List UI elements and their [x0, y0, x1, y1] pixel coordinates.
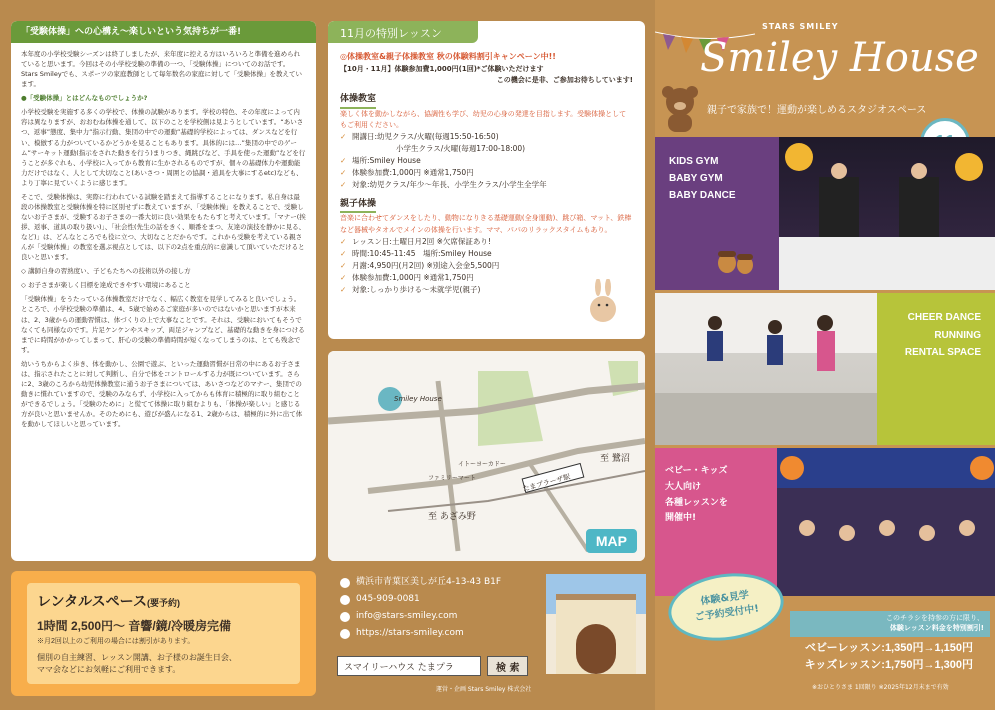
- cheer-services: CHEER DANCE RUNNING RENTAL SPACE: [877, 293, 995, 445]
- location-icon: [340, 578, 350, 588]
- team-photo: [777, 448, 995, 596]
- lesson-panel: [328, 21, 645, 339]
- map-label-familymart: ファミリーマート: [428, 475, 476, 482]
- oyako-item: ✓ 体験参加費:1,000円 ※通常1,750円: [340, 272, 633, 284]
- rental-title: レンタルスペース(要予約): [37, 593, 180, 609]
- address-row: 横浜市青葉区美しが丘4-13-43 B1F: [340, 574, 540, 591]
- acorn-icon: [715, 245, 755, 275]
- bear-icon: [660, 84, 700, 134]
- gym-item: ✓ 開講日:幼児クラス/火曜(毎週15:50-16:50): [340, 131, 633, 143]
- phone-row[interactable]: 045-909-0081: [340, 591, 540, 608]
- lesson-tab: 11月の特別レッスン: [328, 21, 478, 43]
- search-input[interactable]: スマイリーハウス たまプラ: [337, 656, 481, 676]
- campaign-detail: 【10月・11月】体験参加費1,000円(1回)*ご体験いただけます: [340, 64, 544, 73]
- oyako-item: ✓ 時間:10:45-11:45 場所:Smiley House: [340, 248, 633, 260]
- gym-item: ✓ 体験参加費:1,000円 ※通常1,750円: [340, 167, 633, 179]
- contact-info: [340, 574, 540, 642]
- email-icon: [340, 612, 350, 622]
- oyako-desc: 音楽に合わせてダンスをしたり、動物になりきる基礎運動(全身運動)、跳び箱、マット、鉄棒など器械やタオルでメインの体操を行います。ママ、パパのリラックスタイムもあり。: [340, 214, 632, 234]
- rental-price: 1時間 2,500円～ 音響/鏡/冷暖房完備: [37, 619, 232, 633]
- reservation-cta[interactable]: 体験&見学 ご予約受付中!: [664, 566, 788, 648]
- search-bar: [337, 656, 528, 676]
- campaign-note: この機会に是非、ご参加お待ちしています!: [496, 75, 633, 84]
- gym-item: 小学生クラス/火曜(毎週17:00-18:00): [396, 143, 526, 153]
- article-bullet: ◇ 講師自身の習熟度い、子どもたちへの技術以外の接し方: [21, 267, 191, 276]
- article-bullet: ◇ お子さまが楽しく目標を達成できやすい環境にあること: [21, 281, 191, 290]
- email-row[interactable]: info@stars-smiley.com: [340, 608, 540, 625]
- map-badge: MAP: [586, 529, 637, 553]
- baby-services: ベビー・キッズ 大人向け 各種レッスンを 開催中!: [655, 448, 777, 596]
- article-question: ●「受験体操」とはどんなものでしょうか?: [21, 94, 148, 103]
- map-label-azamino: 至 あざみ野: [428, 512, 476, 522]
- map-label-saginuma: 至 鷺沼: [600, 454, 630, 464]
- tagline: 親子で家族で！運動が楽しめるスタジオスペース: [707, 105, 927, 116]
- rental-note: ※月2回以上のご利用の場合には割引があります。: [37, 638, 195, 645]
- article-paragraph: そこで、受験体操は、実際に行われている試験を踏まえて指導することになります。私自身は最段の体操教室と受験体操を特に区別せずに教えていますが、「受験体操」を教えることで、受験しないお子さまが、受験するお子さまの一番大切に良い効果をもたらすと考えています。「マナー(挨拶、返事、道具の取り扱い)」、「社会性(先生の話をきく、順番をまつ、友達の演技を静かに見る、など)」は、どんなところでも役に立つ、大切なことだからです。これから受験を考えている親さんが「受験体操」の教室を選ぶ視点としては、以下の2点を重点的に意識して頂いていただけると良いと思います。: [21, 192, 306, 262]
- promo-heading: このチラシを持参の方に限り、 体験レッスン料金を特別割引!: [790, 611, 990, 637]
- oyako-item: ✓ 月謝:4,950円(月2回) ※別途入会金5,500円: [340, 260, 633, 272]
- brand-logo: Smiley House: [700, 35, 979, 81]
- map-label-station: たまプラーザ駅: [521, 472, 572, 494]
- web-icon: [340, 629, 350, 639]
- gym-item: ✓ 対象:幼児クラス/年少～年長、小学生クラス/小学生全学年: [340, 179, 633, 191]
- rental-text: 個別の自主練習、レッスン開講、お子様のお誕生日会、 ママ会などにお気軽にご利用できます。: [37, 653, 237, 674]
- phone-icon: [340, 595, 350, 605]
- kids-services: KIDS GYM BABY GYM BABY DANCE: [655, 137, 779, 290]
- rental-panel: [11, 571, 316, 696]
- article-paragraph: 小学校受験を実施する多くの学校で、体操の試験があります。学校の特色、その年度によって内容は異なりますが、おおむね体操を通して、以下のことを学校側は見ようとしています。“あいさつ、返事”態度、集中力”指示行動、集団の中での運動”基礎的学校によっては、ダンスなどを行い、模倣する力がついているかどうかを見ることもあります。具体的には…”集団の中でのゲーム”サーキット運動(指示をされた動きを行う)まりつき、縄跳びなど、手具を使った運動”などを行うことが多ぐれも、小学校に入ってから教育に生かされるものですが、個々の基礎体力や運動能力だけではなく、人として大切なこと(あいさつ・周囲との協調・道具を大事にするetc)なども、より丁寧に見ていくように感じます。: [21, 108, 306, 187]
- article-panel: [11, 21, 316, 561]
- gym-photo: [655, 293, 877, 445]
- search-button[interactable]: 検 索: [487, 656, 528, 676]
- cheer-photo: [779, 137, 995, 290]
- map-label-itoyokado: イトーヨーカドー: [458, 461, 506, 468]
- credit: 運営・企画 Stars Smiley 株式会社: [436, 686, 532, 693]
- oyako-item: ✓ レッスン日:土曜日月2回 ※欠席保証あり!: [340, 236, 633, 248]
- oyako-title: 親子体操: [340, 197, 376, 213]
- brand-small: STARS SMILEY: [762, 22, 839, 31]
- gym-item: ✓ 場所:Smiley House: [340, 155, 633, 167]
- map-panel: [328, 351, 645, 561]
- gym-desc: 楽しく体を動かしながら、協調性も学び、幼児の心身の発達を目指します。受験体操としてもご利用ください。: [340, 109, 627, 129]
- promo-fine-print: ※おひとりさま 1回限り ※2025年12月末まで有効: [812, 684, 949, 691]
- map-label-house: Smiley House: [394, 395, 442, 403]
- article-heading: 「受験体操」への心構え～楽しいという気持ちが一番!: [11, 21, 316, 43]
- gym-title: 体操教室: [340, 92, 376, 108]
- article-intro: 本年度の小学校受験シーズンは終了しましたが、来年度に控える方はいろいろと準備を進められていると思います。今回はその小学校受験の準備の一つ、「受験体操」についてのお話です。Stars Smileyでも、スポーツの家庭教師として毎年数名の家庭に対して「受験体操」を教えています。: [21, 50, 302, 89]
- url-row[interactable]: https://stars-smiley.com: [340, 625, 540, 642]
- article-paragraph: 幼いうちからよく歩き、体を動かし、公園で遊ぶ、といった運動習慣が日常の中にあるお子さまは、指示されたことに対して判断し、自分で体をコントロールする力が既についています。さらに2、3歳のころから幼児体操教室に通うお子さまについては、あいさつなどのマナー、集団での動きに慣れていますので、受験のみならず、小学校に入ってからも体育に積極的に取り組むことができるでしょう。「受験のために」と慌てて体操に取り組むよりも、「体操が楽しい」と感じる方が良いと思いませんか。そのためにも、遊びが盛んになる1、2歳からは、積極的に外に出て体を動かしてほしいと思っています。: [21, 359, 303, 429]
- oyako-item: ✓ 対象:しっかり歩ける～未就学児(親子): [340, 284, 633, 296]
- rabbit-icon: [587, 279, 621, 323]
- promo-prices: ベビーレッスン:1,350円→1,150円 キッズレッスン:1,750円→1,300円: [804, 642, 973, 672]
- building-photo: [546, 574, 646, 674]
- campaign-title: ◎体操教室&親子体操教室 秋の体験料割引キャンペーン中!!: [340, 52, 556, 61]
- article-paragraph: 「受験体操」をうたっている体操教室だけでなく、幅広く教室を見学してみると良いでしょう。ところで、小学校受験の準備は、4、5歳で始めるご家庭が多いのではないかと思いますが本来は、2、3歳からの運動習慣は、体づくりの上で大事なことです。それは、受験においてもそうでなくても同様なのです。片足ケンケンやスキップ、両足ジャンプなど、基礎的な動きを身につけるまでに時間がかかってしまって、肝心の受験の準備時間が短くなってしまうのは、とても残念です。: [21, 295, 305, 354]
